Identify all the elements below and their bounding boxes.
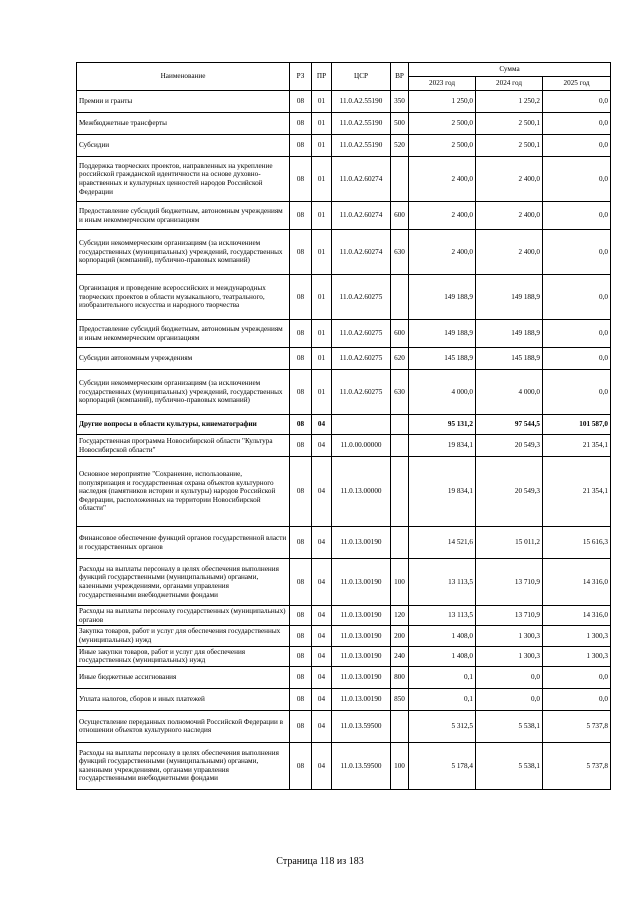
row-value-2025: 14 316,0 — [543, 606, 611, 626]
row-rz: 08 — [290, 275, 312, 320]
row-vr: 850 — [391, 688, 409, 710]
row-value-2025: 0,0 — [543, 320, 611, 348]
row-rz: 08 — [290, 646, 312, 666]
row-pr: 04 — [312, 742, 332, 789]
row-value-2023: 2 400,0 — [409, 230, 476, 275]
row-csr: 11.0.13.00190 — [332, 626, 391, 646]
header-2023: 2023 год — [409, 77, 476, 91]
row-value-2025: 1 300,3 — [543, 626, 611, 646]
row-rz: 08 — [290, 527, 312, 559]
row-pr: 01 — [312, 157, 332, 202]
row-rz: 08 — [290, 742, 312, 789]
table-row — [77, 527, 611, 559]
row-value-2025: 0,0 — [543, 113, 611, 135]
budget-table — [76, 62, 611, 790]
row-value-2025: 101 587,0 — [543, 415, 611, 435]
row-csr: 11.0.A2.60274 — [332, 157, 391, 202]
row-rz: 08 — [290, 710, 312, 742]
row-value-2023: 149 188,9 — [409, 320, 476, 348]
table-row — [77, 370, 611, 415]
row-value-2025: 5 737,8 — [543, 710, 611, 742]
row-value-2024: 13 710,9 — [476, 559, 543, 606]
row-value-2024: 20 549,3 — [476, 435, 543, 457]
row-value-2024: 0,0 — [476, 666, 543, 688]
row-value-2024: 5 538,1 — [476, 742, 543, 789]
row-name: Субсидии — [77, 135, 290, 157]
row-value-2025: 21 354,1 — [543, 435, 611, 457]
row-vr — [391, 435, 409, 457]
row-value-2024: 2 500,1 — [476, 113, 543, 135]
row-csr — [332, 415, 391, 435]
row-value-2025: 0,0 — [543, 135, 611, 157]
table-row — [77, 348, 611, 370]
row-vr: 120 — [391, 606, 409, 626]
row-csr: 11.0.13.00190 — [332, 666, 391, 688]
row-value-2024: 2 400,0 — [476, 230, 543, 275]
row-value-2025: 14 316,0 — [543, 559, 611, 606]
table-row — [77, 157, 611, 202]
row-pr: 01 — [312, 348, 332, 370]
row-vr: 600 — [391, 202, 409, 230]
row-rz: 08 — [290, 457, 312, 527]
row-csr: 11.0.A2.60274 — [332, 202, 391, 230]
row-rz: 08 — [290, 202, 312, 230]
row-csr: 11.0.13.00190 — [332, 527, 391, 559]
table-row — [77, 202, 611, 230]
row-rz: 08 — [290, 370, 312, 415]
row-value-2023: 14 521,6 — [409, 527, 476, 559]
row-value-2023: 2 500,0 — [409, 113, 476, 135]
row-rz: 08 — [290, 666, 312, 688]
row-value-2024: 1 300,3 — [476, 626, 543, 646]
row-name: Уплата налогов, сборов и иных платежей — [77, 688, 290, 710]
row-vr — [391, 710, 409, 742]
table-row — [77, 457, 611, 527]
row-value-2024: 2 500,1 — [476, 135, 543, 157]
table-row — [77, 113, 611, 135]
row-csr: 11.0.13.00190 — [332, 688, 391, 710]
header-vr: ВР — [391, 63, 409, 91]
row-csr: 11.0.A2.55190 — [332, 91, 391, 113]
row-name: Расходы на выплаты персоналу в целях обеспечения выполнения функций государственными (муниципальными) органами, казенными учреждениями, органами управления государственными внебюджетными фондами — [77, 742, 290, 789]
row-value-2023: 19 834,1 — [409, 457, 476, 527]
row-vr: 630 — [391, 230, 409, 275]
row-name: Межбюджетные трансферты — [77, 113, 290, 135]
row-rz: 08 — [290, 113, 312, 135]
row-pr: 01 — [312, 135, 332, 157]
row-rz: 08 — [290, 626, 312, 646]
row-vr: 520 — [391, 135, 409, 157]
row-value-2025: 0,0 — [543, 230, 611, 275]
row-value-2025: 21 354,1 — [543, 457, 611, 527]
row-name: Финансовое обеспечение функций органов государственной власти и государственных органов — [77, 527, 290, 559]
row-value-2023: 2 500,0 — [409, 135, 476, 157]
row-vr: 800 — [391, 666, 409, 688]
table-row — [77, 606, 611, 626]
row-vr: 350 — [391, 91, 409, 113]
row-pr: 04 — [312, 415, 332, 435]
row-value-2024: 2 400,0 — [476, 202, 543, 230]
row-value-2023: 19 834,1 — [409, 435, 476, 457]
row-vr: 620 — [391, 348, 409, 370]
row-csr: 11.0.A2.60275 — [332, 275, 391, 320]
row-pr: 04 — [312, 646, 332, 666]
header-rz: РЗ — [290, 63, 312, 91]
row-csr: 11.0.13.00190 — [332, 559, 391, 606]
row-value-2025: 0,0 — [543, 370, 611, 415]
row-value-2024: 149 188,9 — [476, 275, 543, 320]
row-value-2024: 0,0 — [476, 688, 543, 710]
row-pr: 04 — [312, 626, 332, 646]
row-value-2025: 0,0 — [543, 91, 611, 113]
row-value-2024: 97 544,5 — [476, 415, 543, 435]
row-name: Поддержка творческих проектов, направленных на укрепление российской гражданской идентичности на основе духовно-нравственных и культурных ценностей народов Российской Федерации — [77, 157, 290, 202]
row-csr: 11.0.13.59500 — [332, 710, 391, 742]
row-pr: 01 — [312, 91, 332, 113]
row-rz: 08 — [290, 157, 312, 202]
row-name: Иные закупки товаров, работ и услуг для обеспечения государственных (муниципальных) нужд — [77, 646, 290, 666]
row-rz: 08 — [290, 348, 312, 370]
row-name: Закупка товаров, работ и услуг для обеспечения государственных (муниципальных) нужд — [77, 626, 290, 646]
row-rz: 08 — [290, 415, 312, 435]
row-pr: 01 — [312, 370, 332, 415]
row-csr: 11.0.13.00190 — [332, 646, 391, 666]
table-row — [77, 559, 611, 606]
header-pr: ПР — [312, 63, 332, 91]
table-row — [77, 646, 611, 666]
row-value-2023: 149 188,9 — [409, 275, 476, 320]
row-value-2023: 2 400,0 — [409, 202, 476, 230]
row-csr: 11.0.A2.60274 — [332, 230, 391, 275]
row-pr: 04 — [312, 666, 332, 688]
row-vr: 630 — [391, 370, 409, 415]
row-vr: 240 — [391, 646, 409, 666]
row-csr: 11.0.A2.60275 — [332, 320, 391, 348]
row-rz: 08 — [290, 320, 312, 348]
row-pr: 04 — [312, 606, 332, 626]
row-rz: 08 — [290, 435, 312, 457]
row-value-2023: 13 113,5 — [409, 559, 476, 606]
row-name: Премии и гранты — [77, 91, 290, 113]
row-value-2025: 0,0 — [543, 275, 611, 320]
table-row — [77, 415, 611, 435]
table-row — [77, 435, 611, 457]
row-value-2025: 5 737,8 — [543, 742, 611, 789]
row-value-2023: 0,1 — [409, 666, 476, 688]
row-vr: 200 — [391, 626, 409, 646]
row-name: Основное мероприятие "Сохранение, использование, популяризация и государственная охрана объектов культурного наследия (памятников истории и культуры) народов Российской Федерации, расположенных на территории Новосибирской области" — [77, 457, 290, 527]
row-csr: 11.0.00.00000 — [332, 435, 391, 457]
row-pr: 01 — [312, 230, 332, 275]
header-csr: ЦСР — [332, 63, 391, 91]
row-name: Расходы на выплаты персоналу государственных (муниципальных) органов — [77, 606, 290, 626]
table-row — [77, 742, 611, 789]
row-value-2025: 0,0 — [543, 666, 611, 688]
table-row — [77, 710, 611, 742]
table-row — [77, 230, 611, 275]
row-vr — [391, 415, 409, 435]
row-name: Осуществление переданных полномочий Российской Федерации в отношении объектов культурного наследия — [77, 710, 290, 742]
row-value-2025: 0,0 — [543, 157, 611, 202]
row-vr — [391, 157, 409, 202]
row-value-2023: 13 113,5 — [409, 606, 476, 626]
table-body — [77, 91, 611, 790]
row-value-2024: 5 538,1 — [476, 710, 543, 742]
row-vr: 100 — [391, 559, 409, 606]
header-sum: Сумма — [409, 63, 611, 77]
row-pr: 01 — [312, 202, 332, 230]
row-value-2024: 1 250,2 — [476, 91, 543, 113]
row-rz: 08 — [290, 91, 312, 113]
row-value-2025: 1 300,3 — [543, 646, 611, 666]
row-value-2023: 0,1 — [409, 688, 476, 710]
row-value-2023: 1 250,0 — [409, 91, 476, 113]
row-name: Государственная программа Новосибирской области "Культура Новосибирской области" — [77, 435, 290, 457]
row-csr: 11.0.13.59500 — [332, 742, 391, 789]
row-vr — [391, 275, 409, 320]
page-number: Страница 118 из 183 — [276, 856, 364, 867]
row-value-2024: 149 188,9 — [476, 320, 543, 348]
row-value-2024: 15 011,2 — [476, 527, 543, 559]
row-value-2024: 4 000,0 — [476, 370, 543, 415]
row-vr — [391, 527, 409, 559]
row-value-2023: 95 131,2 — [409, 415, 476, 435]
table-row — [77, 91, 611, 113]
row-value-2024: 1 300,3 — [476, 646, 543, 666]
row-rz: 08 — [290, 230, 312, 275]
row-name: Предоставление субсидий бюджетным, автономным учреждениям и иным некоммерческим организациям — [77, 320, 290, 348]
row-value-2023: 145 188,9 — [409, 348, 476, 370]
table-row — [77, 275, 611, 320]
header-name: Наименование — [77, 63, 290, 91]
row-vr: 600 — [391, 320, 409, 348]
row-pr: 04 — [312, 559, 332, 606]
header-2025: 2025 год — [543, 77, 611, 91]
row-vr: 100 — [391, 742, 409, 789]
row-name: Расходы на выплаты персоналу в целях обеспечения выполнения функций государственными (муниципальными) органами, казенными учреждениями, органами управления государственными внебюджетными фондами — [77, 559, 290, 606]
row-name: Субсидии некоммерческим организациям (за исключением государственных (муниципальных) учреждений, государственных корпораций (компаний), публично-правовых компаний) — [77, 230, 290, 275]
row-csr: 11.0.A2.60275 — [332, 370, 391, 415]
header-2024: 2024 год — [476, 77, 543, 91]
row-value-2025: 15 616,3 — [543, 527, 611, 559]
row-vr: 500 — [391, 113, 409, 135]
row-value-2025: 0,0 — [543, 202, 611, 230]
row-csr: 11.0.A2.55190 — [332, 135, 391, 157]
table-row — [77, 320, 611, 348]
row-pr: 04 — [312, 710, 332, 742]
row-value-2025: 0,0 — [543, 348, 611, 370]
table-row — [77, 626, 611, 646]
row-value-2024: 2 400,0 — [476, 157, 543, 202]
row-csr: 11.0.A2.55190 — [332, 113, 391, 135]
row-value-2023: 4 000,0 — [409, 370, 476, 415]
row-pr: 01 — [312, 320, 332, 348]
row-value-2023: 1 408,0 — [409, 646, 476, 666]
row-rz: 08 — [290, 559, 312, 606]
row-rz: 08 — [290, 135, 312, 157]
row-csr: 11.0.13.00190 — [332, 606, 391, 626]
row-pr: 04 — [312, 688, 332, 710]
row-name: Субсидии некоммерческим организациям (за исключением государственных (муниципальных) учреждений, государственных корпораций (компаний), публично-правовых компаний) — [77, 370, 290, 415]
row-value-2024: 20 549,3 — [476, 457, 543, 527]
row-rz: 08 — [290, 688, 312, 710]
row-name: Иные бюджетные ассигнования — [77, 666, 290, 688]
table-row — [77, 688, 611, 710]
row-rz: 08 — [290, 606, 312, 626]
row-pr: 01 — [312, 275, 332, 320]
row-name: Другие вопросы в области культуры, кинематографии — [77, 415, 290, 435]
row-name: Организация и проведение всероссийских и международных творческих проектов в области музыкального, театрального, изобразительного искусства и народного творчества — [77, 275, 290, 320]
row-csr: 11.0.A2.60275 — [332, 348, 391, 370]
row-pr: 04 — [312, 457, 332, 527]
row-value-2024: 145 188,9 — [476, 348, 543, 370]
row-value-2023: 1 408,0 — [409, 626, 476, 646]
row-vr — [391, 457, 409, 527]
row-value-2025: 0,0 — [543, 688, 611, 710]
row-pr: 01 — [312, 113, 332, 135]
row-pr: 04 — [312, 527, 332, 559]
row-csr: 11.0.13.00000 — [332, 457, 391, 527]
table-row — [77, 135, 611, 157]
row-pr: 04 — [312, 435, 332, 457]
row-value-2024: 13 710,9 — [476, 606, 543, 626]
row-value-2023: 2 400,0 — [409, 157, 476, 202]
row-name: Субсидии автономным учреждениям — [77, 348, 290, 370]
row-name: Предоставление субсидий бюджетным, автономным учреждениям и иным некоммерческим организациям — [77, 202, 290, 230]
row-value-2023: 5 178,4 — [409, 742, 476, 789]
table-row — [77, 666, 611, 688]
row-value-2023: 5 312,5 — [409, 710, 476, 742]
